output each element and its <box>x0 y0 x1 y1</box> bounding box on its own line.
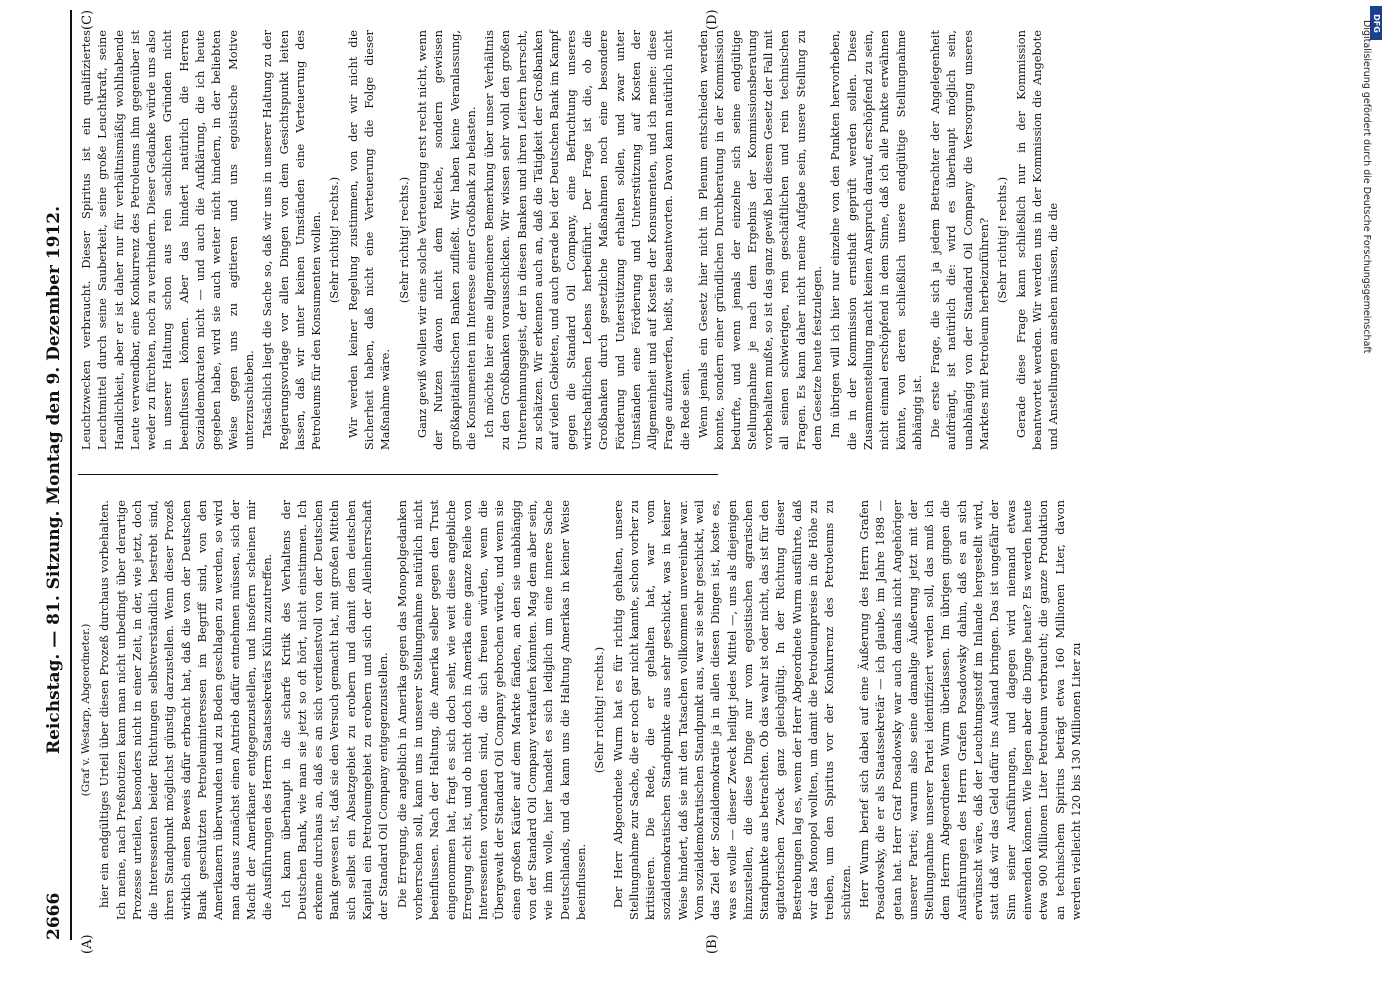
dfg-logo: DFG <box>1370 6 1382 40</box>
paragraph: Gerade diese Frage kann schließlich nur in der Kommission beantwortet werden. Wir werden uns in der Kommission die Angebote und Anstellungen ansehen müssen, die die <box>1013 30 1061 450</box>
paragraph: Ich kann überhaupt in die scharfe Kritik des Verhaltens der Deutschen Bank, wie man sie jetzt so oft hört, nicht einstimmen. Ich erkenne durchaus an, daß es an sich verdienstvoll von der Deutschen Bank gewesen ist, daß sie den Versuch gemacht hat, mit großen Mitteln sich selbst ein Absatzgebiet zu erobern und damit dem deutschen Kapital ein Petroleumgebiet zu erobern und sich der Alleinherrschaft der Standard Oil Company entgegenzustellen. <box>278 500 391 920</box>
margin-mark-b: (B) <box>705 934 720 954</box>
paragraph: Leuchtzwecken verbraucht. Dieser Spiritus ist ein qualifiziertes Leuchtmittel durch seine Sauberkeit, seine große Leuchtkraft, seine Handlichkeit, aber er ist daher nur für verhältnismäßig wohlhabende Leute verwendbar, eine Konkurrenz des Petroleums ihm gegenüber ist weder zu fürchten, noch zu verhindern. Dieser Gedanke würde uns also in unserer Haltung schon aus rein sachlichen Gründen nicht beeinflussen können. Aber das hindert natürlich die Herren Sozialdemokraten nicht — und auch die Aufklärung, die ich heute gegeben habe, wird sie auch weiter nicht hindern, in der beliebten Weise gegen uns zu agitieren und uns egoistische Motive unterzuschieben. <box>79 30 256 450</box>
interjection: (Sehr richtig! rechts.) <box>396 176 411 304</box>
rotated-page <box>40 0 1340 960</box>
paragraph: Tatsächlich liegt die Sache so, daß wir uns in unserer Haltung zu der Regierungsvorlage vor allen Dingen von dem Gesichtspunkt leiten lassen, daß wir unter keinen Umständen eine Verteuerung des Petroleums für den Konsumenten wollen. <box>260 30 324 450</box>
paragraph: Die Erregung, die angeblich in Amerika gegen das Monopolgedanken vorherrschen soll, kann uns in unserer Stellungnahme natürlich nicht beeinflussen. Nach der Haltung, die Amerika selber gegen den Trust eingenommen hat, fragt es sich doch sehr, wie weit diese angebliche Erregung echt ist, und ob nicht doch in Amerika eine ganze Reihe von Interessenten vorhanden sind, die sich freuen würden, wenn die Übergewalt der Standard Oil Company gebrochen würde, und wenn sie einen großen Käufer auf dem Markte fänden, an den sie unabhängig von der Standard Oil Company verkaufen könnten. Mag dem aber sein, wie ihm wolle, hier handelt es sich lediglich um eine innere Sache Deutschlands, und da kann uns die Haltung Amerikas in keiner Weise beeinflussen. <box>394 500 588 920</box>
paragraph: Herr Wurm berief sich dabei auf eine Äußerung des Herrn Grafen Posadowsky, die er als Staatssekretär — ich glaube, im Jahre 1898 — getan hat. Herr Graf Posadowsky war auch damals nicht Angehöriger unserer Partei; warum also seine damalige Äußerung jetzt mit der Stellungnahme unserer Partei identifiziert werden soll, das muß ich dem Herrn Abgeordneten Wurm überlassen. Im übrigen gingen die Ausführungen des Herrn Grafen Posadowsky dahin, daß es an sich erwünscht wäre, daß der Leuchtungsstoff im Inlande hergestellt wird, statt daß wir das Geld dafür ins Ausland bringen. Das ist ungefähr der Sinn seiner Ausführungen, und dagegen wird niemand etwas einwenden können. Wie liegen aber die Dinge heute? Es werden heute etwa 900 Millionen Liter Petroleum verbraucht; die ganze Produktion an technischem Spiritus beträgt etwa 160 Millionen Liter, davon werden vielleicht 120 bis 130 Millionen Liter zu <box>856 500 1083 920</box>
paragraph: Im übrigen will ich hier nur einzelne von den Punkten hervorheben, die in der Kommission ernsthaft geprüft werden sollen. Diese Zusammenstellung macht keinen Anspruch darauf, erschöpfend zu sein, nicht einmal erschöpfend in dem Sinne, daß ich alle Punkte erwähnen könnte, von deren schließlich unsere endgültige Stellungnahme abhängig ist. <box>828 30 924 450</box>
paragraph: Ich möchte hier eine allgemeinere Bemerkung über unser Verhältnis zu den Großbanken vorausschicken. Wir wissen sehr wohl den großen Unternehmungsgeist, der in diesen Banken und ihren Leitern herrscht, zu schätzen. Wir erkennen auch an, daß die Tätigkeit der Großbanken auf vielen Gebieten, und auch gerade bei der Deutschen Bank im Kampf gegen die Standard Oil Company, eine Befruchtung unseres wirtschaftlichen Lebens herbeiführt. Der Frage ist die, ob die Großbanken durch gesetzliche Maßnahmen noch eine besondere Förderung und Unterstützung erhalten sollen, und zwar unter Umständen eine Förderung und Unterstützung auf Kosten der Allgemeinheit und auf Kosten der Konsumenten, und ich meine: diese Frage aufzuwerfen, heißt, sie beantworten. Davon kann natürlich nicht die Rede sein. <box>482 30 692 450</box>
paragraph: hier ein endgültiges Urteil über diesen Prozeß durchaus vorbehalten. Ich meine, nach Preßnotizen kann man nicht unbedingt über derartige Prozesse urteilen, besonders nicht in einer Zeit, in der, wie jetzt, doch die Interessenten beider Richtungen selbstverständlich bestrebt sind, ihren Standpunkt möglichst günstig darzustellen. Wenn dieser Prozeß wirklich einen Beweis dafür erbracht hat, daß die von der Deutschen Bank geschützten Petroleuminteressen im Begriff sind, von den Amerikanern überwunden und zu Boden geschlagen zu werden, so wird man daraus zunächst einen Antrieb dafür entnehmen müssen, sich der Macht der Amerikaner entgegenzustellen, und insofern scheinen mir die Ausführungen des Herrn Staatssekretärs Kühn zuzutreffen. <box>97 500 275 920</box>
header-rule <box>70 10 72 940</box>
paragraph: Die erste Frage, die sich ja jedem Betrachter der Angelegenheit aufdrängt, ist natürlich die: wird es überhaupt möglich sein, unabhängig von der Standard Oil Company die Versorgung unseres Marktes mit Petroleum herbeizuführen? <box>928 30 992 450</box>
page-number: 2666 <box>44 892 64 940</box>
margin-mark-a: (A) <box>80 934 95 954</box>
margin-mark-d: (D) <box>705 9 720 30</box>
column-divider <box>78 474 718 475</box>
interjection: (Sehr richtig! rechts.) <box>995 176 1010 304</box>
left-column <box>78 500 1086 920</box>
paragraph: Ganz gewiß wollen wir eine solche Verteuerung erst recht nicht, wenn der Nutzen davon nicht dem Reiche, sondern gewissen großkapitalistischen Banken zufließt. Wir haben keine Veranlassung, die Konsumenten im Interesse einer Großbank zu belasten. <box>414 30 478 450</box>
interjection: (Sehr richtig! rechts.) <box>327 176 342 304</box>
paragraph: Der Herr Abgeordnete Wurm hat es für richtig gehalten, unsere Stellungnahme zur Sache, die er noch gar nicht kannte, schon vorher zu kritisieren. Die Rede, die er gehalten hat, war vom sozialdemokratischen Standpunkte aus sehr geschickt, was in keiner Weise hindert, daß sie mit den Tatsachen vollkommen unvereinbar war. Vom sozialdemokratischen Standpunkt aus, war sie sehr geschickt, weil das Ziel der Sozialdemokratie ja in allen diesen Dingen ist, koste es, was es wolle — dieser Zweck heiligt jedes Mittel —, uns als diejenigen hinzustellen, die diese Dinge nur vom egoistischen agrarischen Standpunkte aus betrachten. Ob das wahr ist oder nicht, das ist für den agitatorischen Zweck ganz gleichgültig. In der Richtung dieser Bestrebungen lag es, wenn der Herr Abgeordnete Wurm ausführte, daß wir das Monopol wollten, um damit die Petroleumpreise in die Höhe zu treiben, um den Spiritus vor der Konkurrenz des Petroleums zu schützen. <box>610 500 853 920</box>
right-column <box>78 30 1064 450</box>
margin-mark-c: (C) <box>80 9 95 30</box>
digitization-credit: Digitalisierung gefördert durch die Deutsche Forschungsgemeinschaft <box>1361 20 1372 354</box>
interjection: (Sehr richtig! rechts.) <box>592 646 607 774</box>
paragraph: Wir werden keiner Regelung zustimmen, von der wir nicht die Sicherheit haben, daß nicht eine Verteuerung die Folge dieser Maßnahme wäre. <box>345 30 393 450</box>
paragraph: Wenn jemals ein Gesetz hier nicht im Plenum entschieden werden konnte, sondern einer gründlichen Durchberatung in der Kommission bedurfte, und wenn jemals der einzelne sich seine endgültige Stellungnahme je nach dem Ergebnis der Kommissionsberatung vorbehalten mußte, so ist das ganz gewiß bei diesem Gesetz der Fall mit all seinen schwierigen, rein geschäftlichen und rein technischen Fragen. Es kann daher nicht meine Aufgabe sein, unsere Stellung zu dem Gesetze heute festzulegen. <box>695 30 825 450</box>
page-title: Reichstag. — 81. Sitzung. Montag den 9. Dezember 1912. <box>44 205 64 755</box>
speaker-intro: (Graf v. Westarp, Abgeordneter.) <box>80 623 92 797</box>
